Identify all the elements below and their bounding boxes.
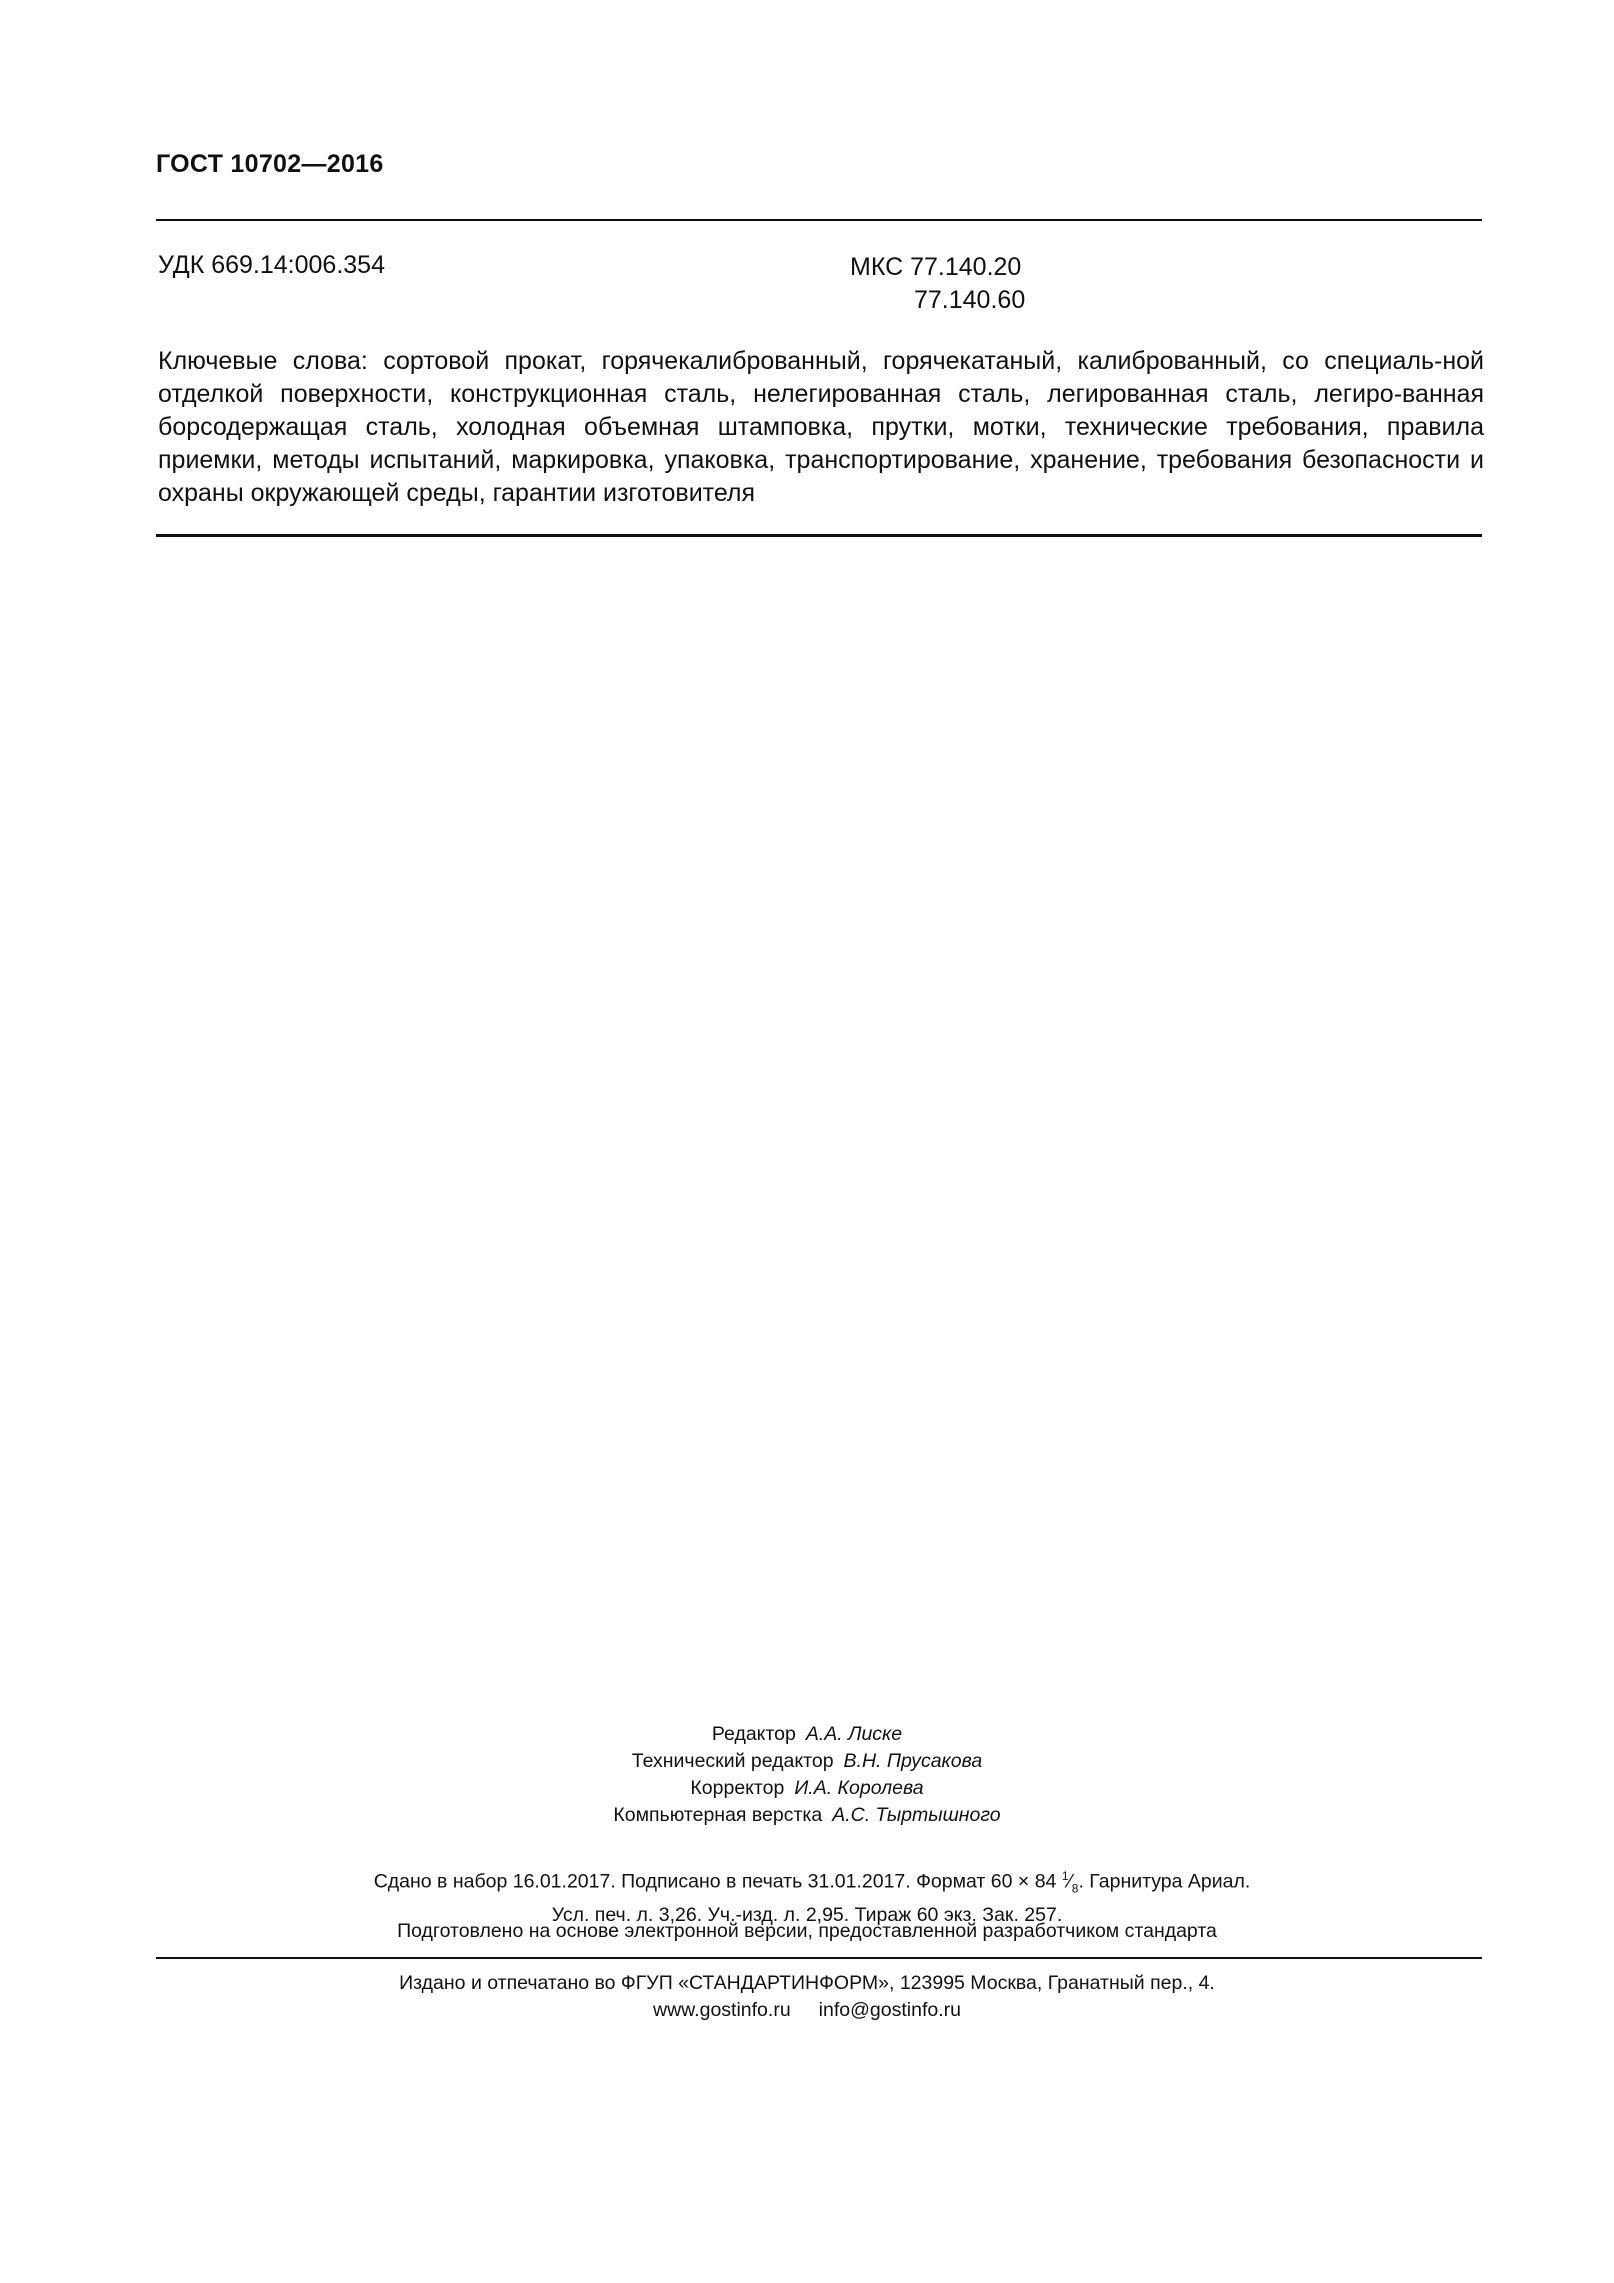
keywords-divider <box>156 534 1482 537</box>
credit-proofreader <box>0 1775 1614 1802</box>
publisher-contacts <box>0 1997 1614 2024</box>
mks-line-1: МКС 77.140.20 <box>850 253 1022 281</box>
format-fraction-denominator: 8 <box>1071 1881 1079 1896</box>
credit-name: А.С. Тыртышного <box>832 1804 1001 1826</box>
credit-tech-editor <box>0 1748 1614 1775</box>
publisher-email: info@gostinfo.ru <box>818 1999 961 2021</box>
print-info-start: Сдано в набор 16.01.2017. Подписано в печать 31.01.2017. Формат 60 × 84 <box>373 1870 1062 1893</box>
credit-editor <box>0 1721 1614 1748</box>
print-info-line-1: Сдано в набор 16.01.2017. Подписано в печать 31.01.2017. Формат 60 × 84 $^1⁄_8$. Гарнитура Ариал. <box>373 1869 1251 1896</box>
udk-code: УДК 669.14:006.354 <box>158 251 385 279</box>
publisher-address: Издано и отпечатано во ФГУП «СТАНДАРТИНФОРМ», 123995 Москва, Гранатный пер., 4. <box>399 1972 1215 1994</box>
credit-role: Компьютерная верстка <box>613 1804 823 1826</box>
format-fraction-numerator: 1 <box>1061 1869 1069 1883</box>
credit-name: И.А. Королева <box>794 1777 924 1799</box>
credit-role: Корректор <box>690 1777 785 1799</box>
credit-layout <box>0 1802 1614 1829</box>
mks-line-2: 77.140.60 <box>914 286 1026 314</box>
publisher-block <box>0 1970 1614 2024</box>
prepared-note: Подготовлено на основе электронной версии, предоставленной разработчиком стандарта <box>397 1920 1217 1942</box>
mks-codes <box>850 251 1025 317</box>
print-info-line-2: Усл. печ. л. 3,26. Уч.-изд. л. 2,95. Тираж 60 экз. Зак. 257. <box>551 1904 1063 1927</box>
top-divider <box>156 219 1482 221</box>
credit-role: Технический редактор <box>631 1750 834 1772</box>
credit-name: А.А. Лиске <box>805 1723 903 1745</box>
publisher-divider <box>156 1957 1482 1959</box>
credit-name: В.Н. Прусакова <box>843 1750 983 1772</box>
publisher-website: www.gostinfo.ru <box>653 1999 791 2021</box>
keywords-paragraph: Ключевые слова: сортовой прокат, горячекалиброванный, горячекатаный, калиброванный, со специаль-ной отделкой поверхности, конструкционная сталь, нелегированная сталь, легированная сталь, легиро-ванная борсодержащая сталь, холодная объемная штамповка, прутки, мотки, технические требования, правила приемки, методы испытаний, маркировка, упаковка, транспортирование, хранение, требования безопасности и охраны окружающей среды, гарантии изготовителя <box>158 347 1484 507</box>
print-info-end: . Гарнитура Ариал. <box>1078 1870 1251 1893</box>
credits-block <box>0 1721 1614 1829</box>
credit-role: Редактор <box>711 1723 796 1745</box>
standard-code: ГОСТ 10702—2016 <box>156 150 384 178</box>
